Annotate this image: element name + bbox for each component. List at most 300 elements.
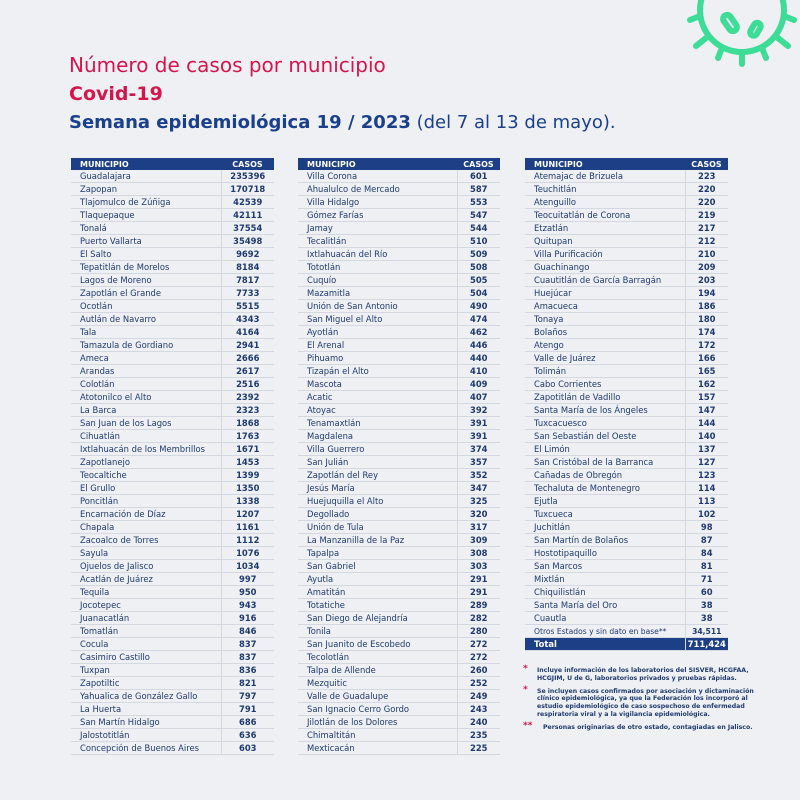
table-row — [71, 521, 274, 534]
table-row — [298, 248, 500, 261]
municipio-name: Unión de San Antonio — [298, 300, 457, 313]
case-count: 203 — [685, 274, 728, 287]
municipio-name: Ojuelos de Jalisco — [71, 560, 221, 573]
table-row — [298, 586, 500, 599]
table-row — [71, 612, 274, 625]
table-header-row — [525, 158, 728, 170]
case-count: 510 — [457, 235, 500, 248]
case-count: 392 — [457, 404, 500, 417]
municipio-name: Yahualica de González Gallo — [71, 690, 221, 703]
case-count: 686 — [221, 716, 274, 729]
week-label: Semana epidemiológica 19 / 2023 — [69, 112, 411, 133]
table-row — [525, 404, 728, 417]
case-count: 2323 — [221, 404, 274, 417]
case-count: 490 — [457, 300, 500, 313]
municipio-name: Talpa de Allende — [298, 664, 457, 677]
virus-icon — [670, 0, 800, 70]
table-row — [525, 599, 728, 612]
municipio-name: Tototlán — [298, 261, 457, 274]
table-row — [525, 196, 728, 209]
table-row — [298, 573, 500, 586]
table-row — [298, 469, 500, 482]
table-row — [71, 482, 274, 495]
municipio-name: Zapotlán del Rey — [298, 469, 457, 482]
table-row — [298, 534, 500, 547]
municipio-name: San Gabriel — [298, 560, 457, 573]
case-count: 162 — [685, 378, 728, 391]
asterisk-icon: * — [523, 684, 528, 695]
case-count: 2941 — [221, 339, 274, 352]
table-row — [71, 404, 274, 417]
case-count: 2516 — [221, 378, 274, 391]
table-row — [525, 183, 728, 196]
table-row — [71, 495, 274, 508]
table-header-row — [71, 158, 274, 170]
municipio-name: Guachinango — [525, 261, 685, 274]
municipio-name: Zapotlanejo — [71, 456, 221, 469]
case-count: 166 — [685, 352, 728, 365]
case-count: 504 — [457, 287, 500, 300]
case-count: 260 — [457, 664, 500, 677]
table-row — [71, 417, 274, 430]
table-row — [71, 300, 274, 313]
case-count: 1034 — [221, 560, 274, 573]
municipio-name: Jocotepec — [71, 599, 221, 612]
header-casos: CASOS — [457, 158, 500, 170]
table-row — [298, 417, 500, 430]
case-count: 225 — [457, 742, 500, 755]
case-count: 235 — [457, 729, 500, 742]
municipio-name: Tecolotlán — [298, 651, 457, 664]
municipio-name: Sayula — [71, 547, 221, 560]
case-count: 280 — [457, 625, 500, 638]
case-count: 4343 — [221, 313, 274, 326]
municipio-name: Amatitán — [298, 586, 457, 599]
table-row — [298, 326, 500, 339]
case-count: 174 — [685, 326, 728, 339]
case-count: 212 — [685, 235, 728, 248]
case-count: 272 — [457, 651, 500, 664]
municipio-name: Juanacatlán — [71, 612, 221, 625]
municipio-name: San Juan de los Lagos — [71, 417, 221, 430]
case-count: 1207 — [221, 508, 274, 521]
case-count: 5515 — [221, 300, 274, 313]
other-states-label: Otros Estados y sin dato en base** — [525, 625, 685, 638]
case-count: 462 — [457, 326, 500, 339]
case-count: 2392 — [221, 391, 274, 404]
table-row — [525, 261, 728, 274]
case-count: 38 — [685, 612, 728, 625]
case-count: 997 — [221, 573, 274, 586]
municipio-name: Atotonilco el Alto — [71, 391, 221, 404]
case-count: 209 — [685, 261, 728, 274]
municipio-name: El Salto — [71, 248, 221, 261]
table-row — [298, 599, 500, 612]
table-row — [71, 209, 274, 222]
municipio-name: Puerto Vallarta — [71, 235, 221, 248]
municipio-name: Cihuatlán — [71, 430, 221, 443]
case-count: 282 — [457, 612, 500, 625]
municipio-name: Tuxpan — [71, 664, 221, 677]
table-row — [71, 248, 274, 261]
table-row — [525, 508, 728, 521]
table-row — [525, 495, 728, 508]
table-row — [525, 534, 728, 547]
municipio-name: Cañadas de Obregón — [525, 469, 685, 482]
municipio-name: Teocuitatlán de Corona — [525, 209, 685, 222]
municipio-name: Chimaltitán — [298, 729, 457, 742]
case-count: 37554 — [221, 222, 274, 235]
case-count: 4164 — [221, 326, 274, 339]
table-row — [71, 560, 274, 573]
municipio-name: Atoyac — [298, 404, 457, 417]
case-count: 291 — [457, 573, 500, 586]
municipio-name: El Grullo — [71, 482, 221, 495]
table-row — [298, 365, 500, 378]
case-count: 2666 — [221, 352, 274, 365]
case-count: 81 — [685, 560, 728, 573]
municipio-name: Colotlán — [71, 378, 221, 391]
case-count: 220 — [685, 196, 728, 209]
table-row — [298, 443, 500, 456]
table-row — [298, 235, 500, 248]
case-count: 219 — [685, 209, 728, 222]
table-row — [71, 625, 274, 638]
table-row — [298, 209, 500, 222]
table-row — [71, 261, 274, 274]
table-header-row — [298, 158, 500, 170]
table-row — [298, 690, 500, 703]
municipio-name: Techaluta de Montenegro — [525, 482, 685, 495]
case-count: 170718 — [221, 183, 274, 196]
case-count: 950 — [221, 586, 274, 599]
municipio-name: Tenamaxtlán — [298, 417, 457, 430]
case-count: 837 — [221, 651, 274, 664]
municipio-name: Acatic — [298, 391, 457, 404]
table-row — [298, 612, 500, 625]
municipio-name: San Cristóbal de la Barranca — [525, 456, 685, 469]
table-row — [298, 313, 500, 326]
case-count: 60 — [685, 586, 728, 599]
table-row — [298, 287, 500, 300]
municipio-name: Villa Purificación — [525, 248, 685, 261]
table-row — [525, 573, 728, 586]
table-row — [298, 560, 500, 573]
municipio-name: Tonila — [298, 625, 457, 638]
table-row — [71, 183, 274, 196]
municipio-name: Lagos de Moreno — [71, 274, 221, 287]
table-row — [525, 378, 728, 391]
table-row — [525, 313, 728, 326]
municipio-name: San Martín de Bolaños — [525, 534, 685, 547]
municipio-name: Mazamitla — [298, 287, 457, 300]
case-count: 943 — [221, 599, 274, 612]
table-row — [298, 729, 500, 742]
municipio-name: Chiquilistlán — [525, 586, 685, 599]
case-count: 1112 — [221, 534, 274, 547]
week-heading — [69, 112, 616, 133]
municipio-name: La Manzanilla de la Paz — [298, 534, 457, 547]
municipio-name: Chapala — [71, 521, 221, 534]
case-count: 223 — [685, 170, 728, 183]
case-count: 308 — [457, 547, 500, 560]
municipio-name: Encarnación de Díaz — [71, 508, 221, 521]
table-row — [71, 534, 274, 547]
case-count: 1161 — [221, 521, 274, 534]
municipio-name: San Martín Hidalgo — [71, 716, 221, 729]
header-casos: CASOS — [685, 158, 728, 170]
case-count: 35498 — [221, 235, 274, 248]
case-count: 8184 — [221, 261, 274, 274]
case-count: 289 — [457, 599, 500, 612]
municipio-name: La Huerta — [71, 703, 221, 716]
municipio-name: Huejúcar — [525, 287, 685, 300]
table-row — [525, 443, 728, 456]
cases-table-3 — [525, 158, 728, 651]
table-row — [71, 729, 274, 742]
case-count: 71 — [685, 573, 728, 586]
municipio-name: Ixtlahuacán del Río — [298, 248, 457, 261]
total-label: Total — [525, 638, 685, 651]
table-row — [298, 664, 500, 677]
municipio-name: Gómez Farías — [298, 209, 457, 222]
municipio-name: Zacoalco de Torres — [71, 534, 221, 547]
case-count: 84 — [685, 547, 728, 560]
municipio-name: Zapopan — [71, 183, 221, 196]
case-count: 210 — [685, 248, 728, 261]
table-row — [71, 573, 274, 586]
municipio-name: Huejuquilla el Alto — [298, 495, 457, 508]
table-row — [298, 261, 500, 274]
table-row — [298, 495, 500, 508]
table-row — [71, 443, 274, 456]
table-row — [525, 339, 728, 352]
cases-table-1 — [71, 158, 274, 755]
municipio-name: Ayutla — [298, 573, 457, 586]
municipio-name: Juchitlán — [525, 521, 685, 534]
case-count: 603 — [221, 742, 274, 755]
cases-table-2 — [298, 158, 500, 755]
table-row — [525, 352, 728, 365]
footnote-1 — [523, 664, 773, 683]
case-count: 114 — [685, 482, 728, 495]
table-row — [298, 300, 500, 313]
municipio-name: Ameca — [71, 352, 221, 365]
municipio-name: Etzatlán — [525, 222, 685, 235]
table-row — [525, 586, 728, 599]
municipio-name: Tapalpa — [298, 547, 457, 560]
table-row — [298, 196, 500, 209]
case-count: 320 — [457, 508, 500, 521]
municipio-name: Mezquitic — [298, 677, 457, 690]
table-row — [525, 547, 728, 560]
case-count: 509 — [457, 248, 500, 261]
case-count: 587 — [457, 183, 500, 196]
municipio-name: Ayotlán — [298, 326, 457, 339]
case-count: 791 — [221, 703, 274, 716]
case-count: 508 — [457, 261, 500, 274]
municipio-name: Cocula — [71, 638, 221, 651]
municipio-name: Pihuamo — [298, 352, 457, 365]
table-row — [298, 352, 500, 365]
municipio-name: Villa Corona — [298, 170, 457, 183]
municipio-name: San Juanito de Escobedo — [298, 638, 457, 651]
table-row — [71, 716, 274, 729]
table-row — [71, 469, 274, 482]
footnote-3-text: Personas originarias de otro estado, contagiadas en Jalisco. — [543, 723, 753, 731]
case-count: 374 — [457, 443, 500, 456]
table-row — [298, 625, 500, 638]
case-count: 837 — [221, 638, 274, 651]
table-row — [71, 274, 274, 287]
table-row — [525, 469, 728, 482]
case-count: 165 — [685, 365, 728, 378]
case-count: 446 — [457, 339, 500, 352]
total-row — [525, 638, 728, 651]
municipio-name: Degollado — [298, 508, 457, 521]
total-value: 711,424 — [685, 638, 728, 651]
municipio-name: Jilotlán de los Dolores — [298, 716, 457, 729]
case-count: 1076 — [221, 547, 274, 560]
case-count: 7733 — [221, 287, 274, 300]
case-count: 172 — [685, 339, 728, 352]
table-row — [71, 222, 274, 235]
municipio-name: Ixtlahuacán de los Membrillos — [71, 443, 221, 456]
case-count: 272 — [457, 638, 500, 651]
table-row — [525, 560, 728, 573]
table-row — [298, 378, 500, 391]
table-row — [525, 248, 728, 261]
case-count: 137 — [685, 443, 728, 456]
municipio-name: San Julián — [298, 456, 457, 469]
municipio-name: Tonalá — [71, 222, 221, 235]
case-count: 123 — [685, 469, 728, 482]
table-row — [71, 703, 274, 716]
municipio-name: Santa María de los Ángeles — [525, 404, 685, 417]
case-count: 916 — [221, 612, 274, 625]
municipio-name: Cabo Corrientes — [525, 378, 685, 391]
case-count: 9692 — [221, 248, 274, 261]
case-count: 309 — [457, 534, 500, 547]
municipio-name: Ahualulco de Mercado — [298, 183, 457, 196]
municipio-name: Tlaquepaque — [71, 209, 221, 222]
header-municipio: MUNICIPIO — [71, 158, 221, 170]
page-subtitle: Covid-19 — [69, 83, 163, 105]
table-row — [71, 352, 274, 365]
table-row — [298, 651, 500, 664]
municipio-name: Jesús María — [298, 482, 457, 495]
table-row — [71, 508, 274, 521]
table-row — [71, 430, 274, 443]
case-count: 1763 — [221, 430, 274, 443]
table-row — [298, 391, 500, 404]
footnotes — [523, 664, 773, 737]
municipio-name: Santa María del Oro — [525, 599, 685, 612]
municipio-name: San Ignacio Cerro Gordo — [298, 703, 457, 716]
week-dates: (del 7 al 13 de mayo). — [410, 112, 616, 133]
other-states-value: 34,511 — [685, 625, 728, 638]
case-count: 1868 — [221, 417, 274, 430]
header-casos: CASOS — [221, 158, 274, 170]
case-count: 1671 — [221, 443, 274, 456]
case-count: 1453 — [221, 456, 274, 469]
table-row — [71, 742, 274, 755]
municipio-name: Magdalena — [298, 430, 457, 443]
municipio-name: El Limón — [525, 443, 685, 456]
municipio-name: Villa Guerrero — [298, 443, 457, 456]
case-count: 505 — [457, 274, 500, 287]
page-title: Número de casos por municipio — [69, 53, 386, 77]
table-row — [298, 339, 500, 352]
table-row — [525, 456, 728, 469]
municipio-name: Cuautla — [525, 612, 685, 625]
case-count: 42111 — [221, 209, 274, 222]
table-row — [71, 378, 274, 391]
municipio-name: Casimiro Castillo — [71, 651, 221, 664]
table-row — [525, 326, 728, 339]
other-states-row — [525, 625, 728, 638]
case-count: 636 — [221, 729, 274, 742]
municipio-name: Tolimán — [525, 365, 685, 378]
case-count: 127 — [685, 456, 728, 469]
table-row — [525, 612, 728, 625]
table-row — [525, 300, 728, 313]
case-count: 821 — [221, 677, 274, 690]
case-count: 243 — [457, 703, 500, 716]
municipio-name: Teuchitlán — [525, 183, 685, 196]
municipio-name: Jalostotitlán — [71, 729, 221, 742]
case-count: 252 — [457, 677, 500, 690]
case-count: 440 — [457, 352, 500, 365]
case-count: 474 — [457, 313, 500, 326]
table-row — [71, 391, 274, 404]
municipio-name: Zapotiltic — [71, 677, 221, 690]
municipio-name: Valle de Juárez — [525, 352, 685, 365]
case-count: 303 — [457, 560, 500, 573]
case-count: 42539 — [221, 196, 274, 209]
footnote-3 — [523, 720, 773, 732]
case-count: 217 — [685, 222, 728, 235]
case-count: 846 — [221, 625, 274, 638]
municipio-name: Mixtlán — [525, 573, 685, 586]
case-count: 38 — [685, 599, 728, 612]
table-row — [71, 547, 274, 560]
table-row — [298, 430, 500, 443]
case-count: 797 — [221, 690, 274, 703]
case-count: 98 — [685, 521, 728, 534]
case-count: 547 — [457, 209, 500, 222]
case-count: 157 — [685, 391, 728, 404]
table-row — [298, 482, 500, 495]
case-count: 317 — [457, 521, 500, 534]
case-count: 235396 — [221, 170, 274, 183]
case-count: 410 — [457, 365, 500, 378]
table-row — [71, 690, 274, 703]
case-count: 220 — [685, 183, 728, 196]
municipio-name: San Miguel el Alto — [298, 313, 457, 326]
municipio-name: Cuquío — [298, 274, 457, 287]
table-row — [525, 417, 728, 430]
municipio-name: Ejutla — [525, 495, 685, 508]
case-count: 240 — [457, 716, 500, 729]
case-count: 7817 — [221, 274, 274, 287]
municipio-name: San Diego de Alejandría — [298, 612, 457, 625]
municipio-name: Tepatitlán de Morelos — [71, 261, 221, 274]
footnote-2 — [523, 684, 773, 719]
case-count: 147 — [685, 404, 728, 417]
municipio-name: San Sebastián del Oeste — [525, 430, 685, 443]
table-row — [298, 547, 500, 560]
